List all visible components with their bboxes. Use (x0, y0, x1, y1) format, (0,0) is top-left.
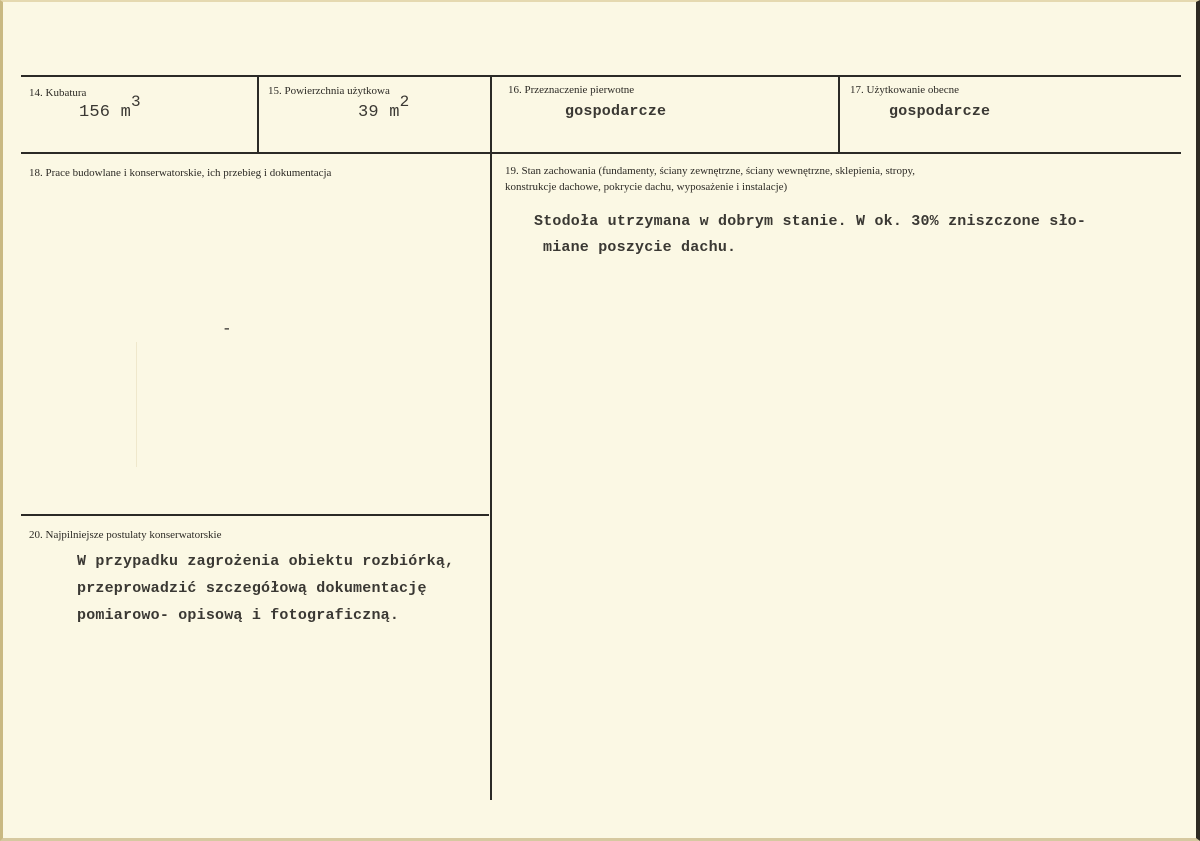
field-19-label-line2: konstrukcje dachowe, pokrycie dachu, wyposażenie i instalacje) (505, 181, 788, 193)
field-14-superscript: 3 (131, 93, 141, 111)
field-20-text-line1: W przypadku zagrożenia obiektu rozbiórką, (77, 553, 455, 570)
col-divider-15 (257, 76, 259, 153)
field-14-label: 14. Kubatura (29, 87, 87, 99)
field-19-text-line2: miane poszycie dachu. (543, 239, 737, 256)
col-divider-17 (838, 76, 840, 153)
field-15-number: 39 m (358, 103, 400, 122)
paper-crease (136, 342, 137, 467)
field-16-value: gospodarcze (565, 103, 667, 120)
field-17-value: gospodarcze (889, 103, 991, 120)
field-19-text-line1: Stodoła utrzymana w dobrym stanie. W ok. 30% zniszczone sło- (534, 213, 1087, 230)
field-14-number: 156 m (79, 103, 132, 122)
left-column-divider (21, 514, 489, 516)
field-18-value: - (222, 320, 232, 338)
field-15-label: 15. Powierzchnia użytkowa (268, 85, 390, 97)
field-17-label: 17. Użytkowanie obecne (850, 84, 960, 96)
col-divider-16 (490, 76, 492, 800)
field-16-label: 16. Przeznaczenie pierwotne (508, 84, 635, 96)
top-rule (21, 75, 1181, 77)
row-divider (21, 152, 1181, 154)
field-20-text-line3: pomiarowo- opisową i fotograficzną. (77, 607, 400, 624)
field-15-superscript: 2 (399, 93, 410, 111)
field-15-value (358, 93, 410, 122)
field-20-text-line2: przeprowadzić szczegółową dokumentację (77, 580, 427, 597)
field-18-label: 18. Prace budowlane i konserwatorskie, ich przebieg i dokumentacja (29, 167, 332, 179)
field-14-value (79, 93, 141, 122)
field-19-label-line1: 19. Stan zachowania (fundamenty, ściany zewnętrzne, ściany wewnętrzne, sklepienia, stropy, (505, 165, 916, 177)
field-20-label: 20. Najpilniejsze postulaty konserwatorskie (29, 529, 222, 541)
